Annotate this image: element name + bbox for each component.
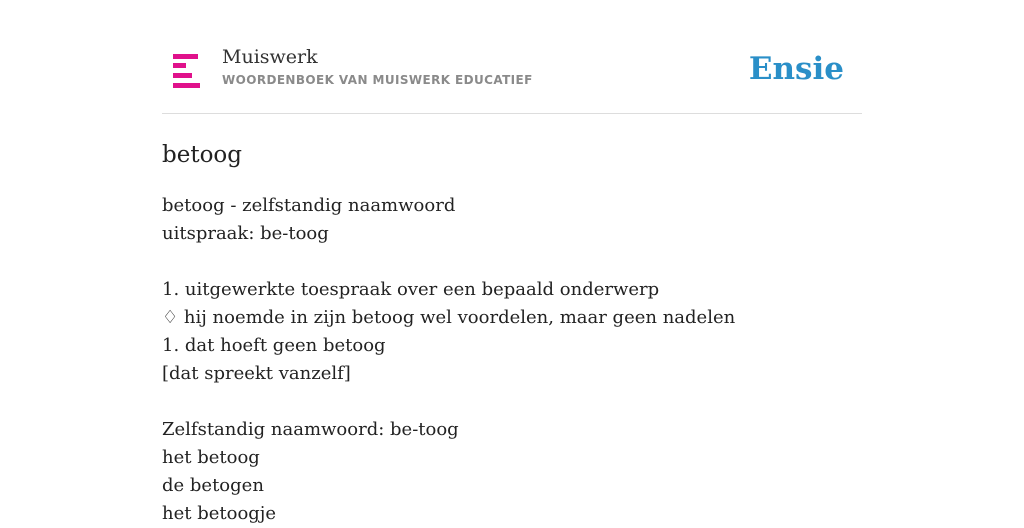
entry-line-expression: 1. dat hoeft geen betoog	[162, 335, 386, 356]
site-title: Muiswerk	[222, 46, 318, 68]
muiswerk-logo-icon[interactable]	[173, 54, 200, 88]
entry-content	[162, 192, 862, 528]
site-header	[162, 0, 862, 114]
site-subtitle: WOORDENBOEK VAN MUISWERK EDUCATIEF	[222, 73, 533, 87]
entry-line-pos: betoog - zelfstandig naamwoord	[162, 195, 456, 216]
logo-bar-bottom	[173, 83, 200, 88]
entry-line-plural: de betogen	[162, 475, 264, 496]
entry-line-example: ♢ hij noemde in zijn betoog wel voordelen, maar geen nadelen	[162, 307, 736, 328]
entry-line-diminutive: het betoogje	[162, 503, 277, 524]
entry-line-singular: het betoog	[162, 447, 260, 468]
entry-line-pronunciation: uitspraak: be-toog	[162, 223, 329, 244]
page-container	[162, 0, 862, 528]
entry-line-noun-syllables: Zelfstandig naamwoord: be-toog	[162, 419, 459, 440]
entry-line-blank	[162, 388, 862, 416]
logo-bar-upper-middle	[173, 63, 186, 68]
entry-line-blank	[162, 248, 862, 276]
entry-line-definition: 1. uitgewerkte toespraak over een bepaald onderwerp	[162, 279, 660, 300]
site-brand-link[interactable]	[222, 45, 533, 88]
logo-bar-lower-middle	[173, 73, 192, 78]
entry-word-heading: betoog	[162, 142, 242, 168]
logo-bar-top	[173, 54, 198, 59]
entry-line-expression-meaning: [dat spreekt vanzelf]	[162, 363, 351, 384]
ensie-logo-link[interactable]: Ensie	[748, 51, 844, 87]
